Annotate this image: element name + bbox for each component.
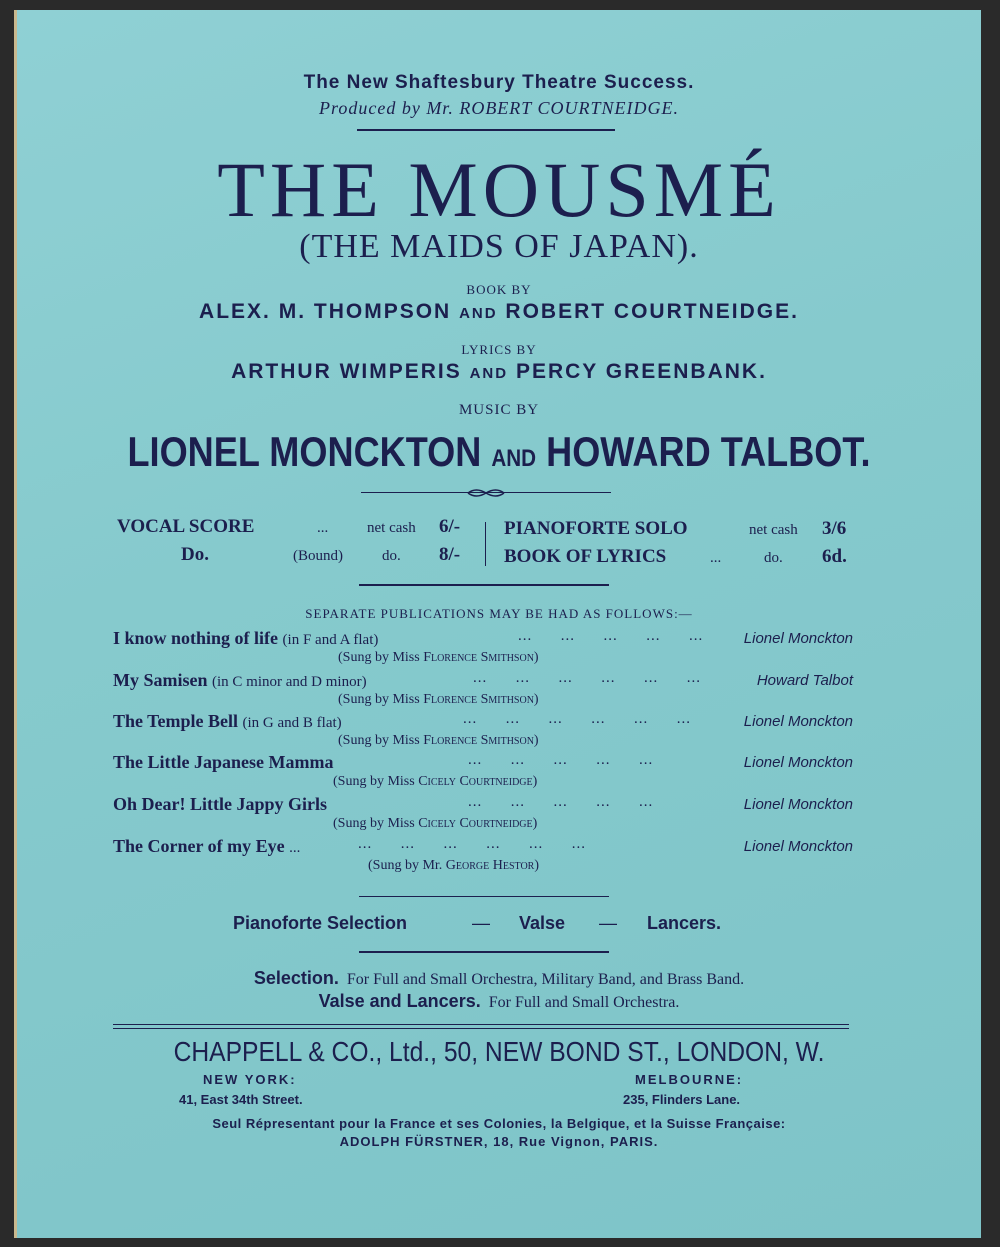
book-author-a: ALEX. M. THOMPSON	[199, 300, 452, 323]
melbourne-label: MELBOURNE:	[635, 1072, 744, 1087]
song-composer: Lionel Monckton	[743, 754, 853, 771]
music-author-a: LIONEL MONCKTON	[127, 428, 482, 475]
song-singer: Florence Smithson)	[423, 733, 539, 748]
song-sung-prefix: (Sung by Mr.	[368, 858, 443, 873]
new-york-label: NEW YORK:	[203, 1072, 297, 1087]
song-composer: Howard Talbot	[756, 672, 853, 689]
selection-lancers: Lancers.	[647, 913, 722, 933]
song-title-text: The Corner of my Eye	[113, 836, 285, 856]
song-singer-line	[368, 858, 539, 874]
song-title	[113, 752, 333, 773]
lyrics-author-b: PERCY GREENBANK.	[515, 360, 767, 383]
rule-selection	[359, 951, 609, 953]
song-composer: Lionel Monckton	[743, 838, 853, 855]
song-singer: Cicely Courtneidge)	[418, 816, 538, 831]
representative-line: Seul Répresentant pour la France et ses Colonies, la Belgique, et la Suisse Française:	[212, 1116, 786, 1131]
book-authors	[17, 300, 981, 324]
song-singer: Cicely Courtneidge)	[418, 774, 538, 789]
orchestra-selection: Selection. For Full and Small Orchestra, Military Band, and Brass Band.	[253, 968, 745, 988]
new-york-address: 41, East 34th Street.	[179, 1092, 303, 1107]
song-sung-prefix: (Sung by Miss	[333, 816, 415, 831]
song-row	[113, 670, 853, 707]
producer-line: Produced by Mr. ROBERT COURTNEIDGE.	[319, 98, 679, 118]
rule-songs	[359, 896, 609, 897]
publisher-name: CHAPPELL & CO., Ltd., 50, NEW BOND ST., LONDON, W.	[173, 1036, 825, 1067]
song-sung-prefix: (Sung by Miss	[338, 650, 420, 665]
rule-publisher-1	[113, 1024, 849, 1025]
song-sung-prefix: (Sung by Miss	[338, 733, 420, 748]
song-leader-dots: ... ... ... ... ...	[468, 752, 654, 768]
song-key: (in F and A flat)	[282, 632, 379, 648]
song-title	[113, 711, 342, 732]
song-title	[113, 836, 300, 857]
selection-valse: Valse	[519, 913, 566, 933]
song-title-text: The Temple Bell	[113, 711, 239, 731]
song-composer: Lionel Monckton	[743, 630, 853, 647]
main-title: THE MOUSMÉ	[217, 146, 781, 233]
representative-name: ADOLPH FÜRSTNER, 18, Rue Vignon, PARIS.	[339, 1134, 659, 1149]
song-leader-dots: ... ... ... ... ...	[468, 794, 654, 810]
song-key: (in G and B flat)	[242, 715, 342, 731]
music-label: MUSIC BY	[458, 402, 540, 418]
song-title	[113, 670, 367, 691]
song-row	[113, 836, 853, 873]
music-and: AND	[491, 445, 537, 472]
song-singer-line	[333, 774, 537, 790]
selection-dash-2: —	[599, 913, 617, 933]
song-singer-line	[338, 692, 539, 708]
price-divider	[485, 522, 486, 566]
lyrics-label: LYRICS BY	[461, 342, 537, 357]
rule-publisher-2	[113, 1028, 849, 1029]
song-row	[113, 711, 853, 748]
song-singer: Florence Smithson)	[423, 692, 539, 707]
song-row	[113, 752, 853, 789]
rule-top	[357, 129, 615, 131]
music-authors	[84, 428, 913, 476]
song-row	[113, 628, 853, 665]
lyrics-and: AND	[469, 365, 509, 382]
theatre-line: The New Shaftesbury Theatre Success.	[303, 72, 695, 93]
music-author-b: HOWARD TALBOT.	[546, 428, 871, 475]
ornament-icon	[466, 486, 506, 498]
selection-line	[17, 913, 981, 939]
lyrics-authors	[17, 360, 981, 384]
song-singer: George Hestor)	[445, 858, 539, 873]
song-singer-line	[333, 816, 537, 832]
song-composer: Lionel Monckton	[743, 713, 853, 730]
selection-dash-1: —	[472, 913, 490, 933]
song-sung-prefix: (Sung by Miss	[333, 774, 415, 789]
song-row	[113, 794, 853, 831]
sheet-music-cover: The New Shaftesbury Theatre Success. Produced by Mr. ROBERT COURTNEIDGE. THE MOUSMÉ (THE MAIDS OF JAPAN). BOOK BY ALEX. M. THOMPSON AND ROBERT COURTNEIDGE. LYRICS BY ARTHUR WIMPERIS AND PERCY GREENBANK. MUSIC BY LIONEL MONCKTON AND HOWARD TALBOT. VOCAL SCORE ... net cash 6/- Do. (Bound) do. 8/- PIANOFORTE SOLO net cash 3/6 BOOK OF LYRICS ... do. 6d. SEPARATE PUBLICATIONS MAY BE HAD AS FOLLOWS:— I know nothing of life (in F and A flat) ... ... ... ... ... Lionel Monckton (Sung by Miss Florence Smithson) My Samisen (in C minor and D minor) ... ... ... ... ... ... Howard Talbot (Sung by Miss Florence Smithson) The Temple Bell (in G and B flat) ... ... ... ... ... ... Lionel Monckton (Sung by Miss Florence Smithson) The Little Japanese Mamma ... ... ... ... ... Lionel Monckton (Sung by Miss Cicely Courtneidge) Oh Dear! Little Jappy Girls ... ... ... ... ... Lionel Monckton (Sung by Miss Cicely Courtneidge) The Corner of my Eye ... ... ... ... ... ... ... Lionel Monckton (Sung by Mr. George Hestor) Pianoforte Selection — Valse — Lancers. Selection. For Full and Small Orchestra, Military Band, and Brass Band. Valse and Lancers. For Full and Small Orchestra. CHAPPELL & CO., Ltd., 50, NEW BOND ST., LONDON, W. NEW YORK: 41, East 34th Street. MELBOURNE: 235, Flinders Lane. Seul Répresentant pour la France et ses Colonies, la Belgique, et la Suisse Française: ADOLPH FÜRSTNER, 18, Rue Vignon, PARIS.	[14, 10, 981, 1238]
selection-pianoforte: Pianoforte Selection	[233, 913, 408, 933]
book-author-b: ROBERT COURTNEIDGE.	[505, 300, 799, 323]
song-leader-dots: ... ... ... ... ...	[518, 628, 704, 644]
song-composer: Lionel Monckton	[743, 796, 853, 813]
lyrics-author-a: ARTHUR WIMPERIS	[231, 360, 462, 383]
song-singer: Florence Smithson)	[423, 650, 539, 665]
song-sung-prefix: (Sung by Miss	[338, 692, 420, 707]
song-key: (in C minor and D minor)	[212, 674, 367, 690]
song-key: ...	[289, 840, 301, 856]
song-title-text: Oh Dear! Little Jappy Girls	[113, 794, 327, 814]
song-singer-line	[338, 650, 539, 666]
song-leader-dots: ... ... ... ... ... ...	[463, 711, 691, 727]
song-title-text: My Samisen	[113, 670, 208, 690]
rule-prices	[359, 584, 609, 586]
separate-heading: SEPARATE PUBLICATIONS MAY BE HAD AS FOLLOWS:—	[305, 606, 693, 621]
orchestra-valse: Valse and Lancers. For Full and Small Orchestra.	[318, 991, 680, 1011]
song-title-text: I know nothing of life	[113, 628, 279, 648]
song-title-text: The Little Japanese Mamma	[113, 752, 334, 772]
book-and: AND	[459, 305, 498, 322]
book-label: BOOK BY	[466, 282, 532, 297]
song-leader-dots: ... ... ... ... ... ...	[473, 670, 701, 686]
subtitle: (THE MAIDS OF JAPAN).	[299, 228, 699, 265]
song-title	[113, 628, 378, 649]
song-title	[113, 794, 327, 815]
melbourne-address: 235, Flinders Lane.	[623, 1092, 741, 1107]
song-leader-dots: ... ... ... ... ... ...	[358, 836, 586, 852]
song-singer-line	[338, 733, 539, 749]
